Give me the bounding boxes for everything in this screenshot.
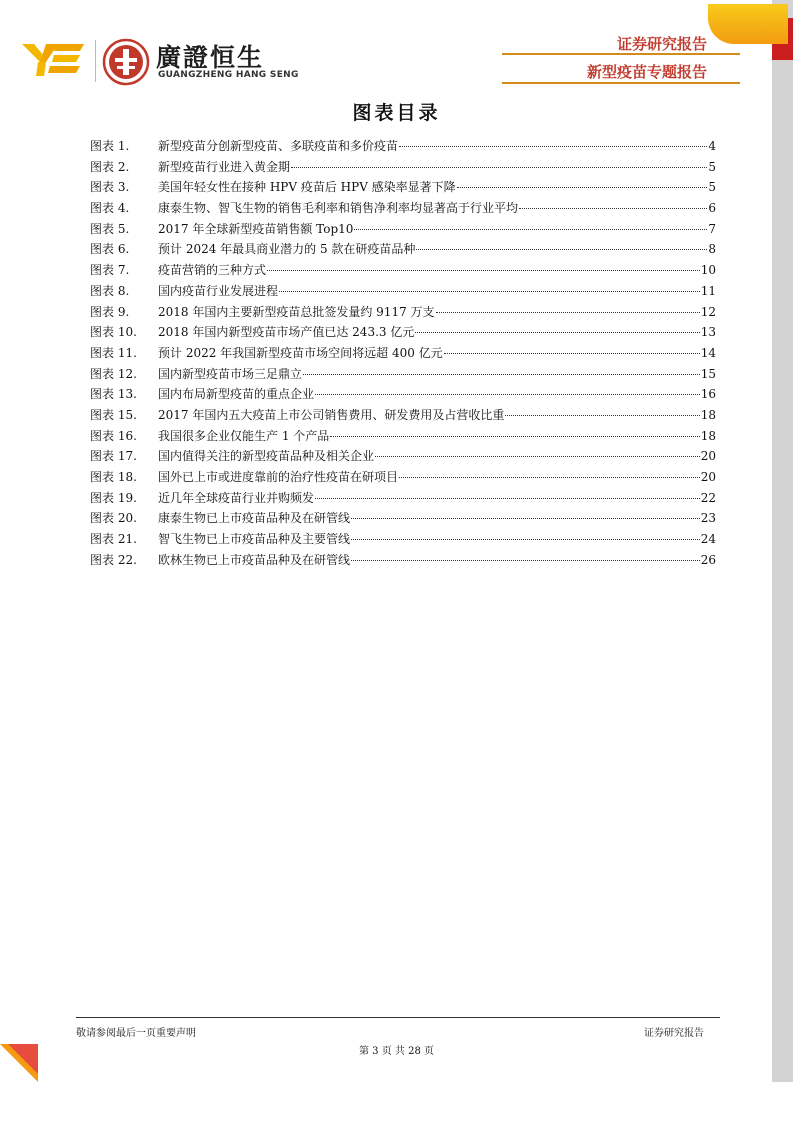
toc-entry-number: 图表 3. <box>90 180 130 195</box>
toc-entry-leader <box>399 146 707 147</box>
toc-entry-leader <box>267 270 700 271</box>
toc-entry-title: 近几年全球疫苗行业并购频发 <box>158 490 315 505</box>
figure-list <box>90 136 716 570</box>
toc-entry[interactable] <box>90 529 716 550</box>
toc-entry[interactable] <box>90 239 716 260</box>
right-edge-bar <box>772 0 793 1082</box>
toc-entry-page: 18 <box>700 407 716 422</box>
toc-entry-number: 图表 18. <box>90 470 137 484</box>
header-rule-top <box>502 53 740 55</box>
toc-entry-number: 图表 22. <box>90 552 137 567</box>
toc-entry-leader <box>375 456 700 457</box>
toc-entry-page: 23 <box>700 511 716 526</box>
toc-entry-number: 图表 17. <box>90 449 137 464</box>
toc-entry-leader <box>505 415 699 416</box>
toc-entry-number: 图表 20. <box>90 511 137 526</box>
toc-entry-title: 我国很多企业仅能生产 1 个产品 <box>158 428 330 443</box>
toc-entry-page: 5 <box>708 180 716 195</box>
corner-triangle-decoration <box>0 1040 42 1082</box>
toc-entry-number: 图表 10. <box>90 325 137 340</box>
toc-entry[interactable] <box>90 550 716 571</box>
toc-entry-title: 新型疫苗行业进入黄金期 <box>158 159 291 174</box>
toc-entry-page: 26 <box>700 552 716 567</box>
top-corner-decoration <box>708 4 788 44</box>
footer-disclaimer: 敬请参阅最后一页重要声明 <box>76 1028 196 1039</box>
toc-entry-title: 国内布局新型疫苗的重点企业 <box>158 387 315 402</box>
toc-entry-leader <box>399 477 700 478</box>
toc-entry[interactable] <box>90 446 716 467</box>
seal-logo-icon <box>102 38 150 86</box>
toc-entry-leader <box>444 353 700 354</box>
footer-rule <box>76 1017 720 1018</box>
toc-entry-number: 图表 8. <box>90 283 130 298</box>
toc-entry-title: 康泰生物、智飞生物的销售毛利率和销售净利率均显著高于行业平均 <box>158 201 519 216</box>
toc-entry[interactable] <box>90 426 716 447</box>
toc-entry-leader <box>291 167 707 168</box>
toc-entry-title: 2018 年国内主要新型疫苗总批签发量约 9117 万支 <box>158 304 435 319</box>
report-topic-label: 新型疫苗专题报告 <box>586 63 707 81</box>
toc-entry-page: 4 <box>708 139 716 153</box>
toc-entry-title: 欧林生物已上市疫苗品种及在研管线 <box>158 552 351 567</box>
toc-entry-number: 图表 9. <box>90 304 130 319</box>
toc-entry-leader <box>315 498 700 499</box>
toc-entry-title: 智飞生物已上市疫苗品种及主要管线 <box>158 532 351 547</box>
toc-entry-number: 图表 6. <box>90 242 130 257</box>
toc-entry-leader <box>436 312 700 313</box>
toc-entry-title: 美国年轻女性在接种 HPV 疫苗后 HPV 感染率显著下降 <box>158 180 456 195</box>
toc-entry-title: 预计 2024 年最具商业潜力的 5 款在研疫苗品种 <box>158 242 416 257</box>
toc-entry-number: 图表 12. <box>90 366 137 381</box>
toc-entry-number: 图表 15. <box>90 407 137 422</box>
header-rule-bottom <box>502 82 740 84</box>
toc-entry[interactable] <box>90 322 716 343</box>
toc-entry[interactable] <box>90 467 716 488</box>
toc-entry-leader <box>519 208 707 209</box>
toc-entry-title: 新型疫苗分创新型疫苗、多联疫苗和多价疫苗 <box>158 139 399 153</box>
toc-entry-title: 国内疫苗行业发展进程 <box>158 283 279 298</box>
toc-entry-number: 图表 19. <box>90 490 137 505</box>
toc-entry[interactable] <box>90 260 716 281</box>
toc-entry-leader <box>330 436 699 437</box>
toc-entry-leader <box>354 229 707 230</box>
toc-entry-title: 疫苗营销的三种方式 <box>158 263 267 278</box>
brand-name-cn: 廣證恒生 <box>156 43 265 72</box>
toc-entry-number: 图表 11. <box>90 345 137 360</box>
toc-entry-number: 图表 16. <box>90 428 137 443</box>
toc-entry-number: 图表 13. <box>90 387 137 402</box>
toc-entry[interactable] <box>90 136 716 157</box>
toc-entry-page: 6 <box>708 201 716 216</box>
toc-entry-page: 16 <box>700 387 716 402</box>
logo-divider <box>95 40 96 82</box>
toc-entry[interactable] <box>90 281 716 302</box>
brand-name-en: GUANGZHENG HANG SENG <box>158 70 299 80</box>
toc-entry-title: 康泰生物已上市疫苗品种及在研管线 <box>158 511 351 526</box>
toc-entry-page: 12 <box>700 304 716 319</box>
toc-entry[interactable] <box>90 343 716 364</box>
ye-logo-icon <box>22 42 86 78</box>
toc-entry-title: 国内新型疫苗市场三足鼎立 <box>158 366 303 381</box>
toc-entry-leader <box>415 332 699 333</box>
toc-entry-number: 图表 1. <box>90 139 130 153</box>
toc-entry-page: 11 <box>700 283 716 298</box>
page-title: 图表目录 <box>352 102 441 124</box>
toc-entry-page: 22 <box>700 490 716 505</box>
footer-label: 证券研究报告 <box>644 1028 704 1039</box>
toc-entry-title: 2017 年国内五大疫苗上市公司销售费用、研发费用及占营收比重 <box>158 407 505 422</box>
toc-entry[interactable] <box>90 302 716 323</box>
toc-entry-leader <box>315 394 700 395</box>
toc-entry[interactable] <box>90 488 716 509</box>
toc-entry-page: 20 <box>700 470 716 484</box>
toc-entry-page: 5 <box>708 159 716 174</box>
toc-entry-title: 国内值得关注的新型疫苗品种及相关企业 <box>158 449 375 464</box>
toc-entry-page: 24 <box>700 532 716 547</box>
toc-entry[interactable] <box>90 157 716 178</box>
toc-entry-leader <box>351 539 700 540</box>
toc-entry[interactable] <box>90 219 716 240</box>
toc-entry[interactable] <box>90 508 716 529</box>
toc-entry-leader <box>279 291 700 292</box>
toc-entry-title: 2017 年全球新型疫苗销售额 Top10 <box>158 221 354 236</box>
toc-entry-page: 20 <box>700 449 716 464</box>
toc-entry-number: 图表 5. <box>90 221 130 236</box>
toc-entry-page: 18 <box>700 428 716 443</box>
toc-entry-page: 7 <box>708 221 716 236</box>
toc-entry-number: 图表 7. <box>90 263 130 278</box>
toc-entry-number: 图表 4. <box>90 201 130 216</box>
toc-entry-title: 预计 2022 年我国新型疫苗市场空间将远超 400 亿元 <box>158 345 443 360</box>
toc-entry-number: 图表 2. <box>90 159 130 174</box>
toc-entry-leader <box>416 249 707 250</box>
toc-entry-page: 10 <box>700 263 716 278</box>
toc-entry-page: 14 <box>700 345 716 360</box>
toc-entry-leader <box>351 560 700 561</box>
toc-entry-page: 8 <box>708 242 716 257</box>
toc-entry-number: 图表 21. <box>90 532 137 547</box>
toc-entry-leader <box>303 374 700 375</box>
toc-entry-title: 国外已上市或进度靠前的治疗性疫苗在研项目 <box>158 470 399 484</box>
toc-entry[interactable] <box>90 384 716 405</box>
toc-entry[interactable] <box>90 198 716 219</box>
toc-entry[interactable] <box>90 405 716 426</box>
toc-entry-page: 13 <box>700 325 716 340</box>
toc-entry[interactable] <box>90 177 716 198</box>
toc-entry-page: 15 <box>700 366 716 381</box>
toc-entry-title: 2018 年国内新型疫苗市场产值已达 243.3 亿元 <box>158 325 415 340</box>
page-number: 第 3 页 共 28 页 <box>359 1046 434 1057</box>
toc-entry[interactable] <box>90 364 716 385</box>
toc-entry-leader <box>457 187 708 188</box>
toc-entry-leader <box>351 518 700 519</box>
report-type-label: 证券研究报告 <box>616 35 707 53</box>
